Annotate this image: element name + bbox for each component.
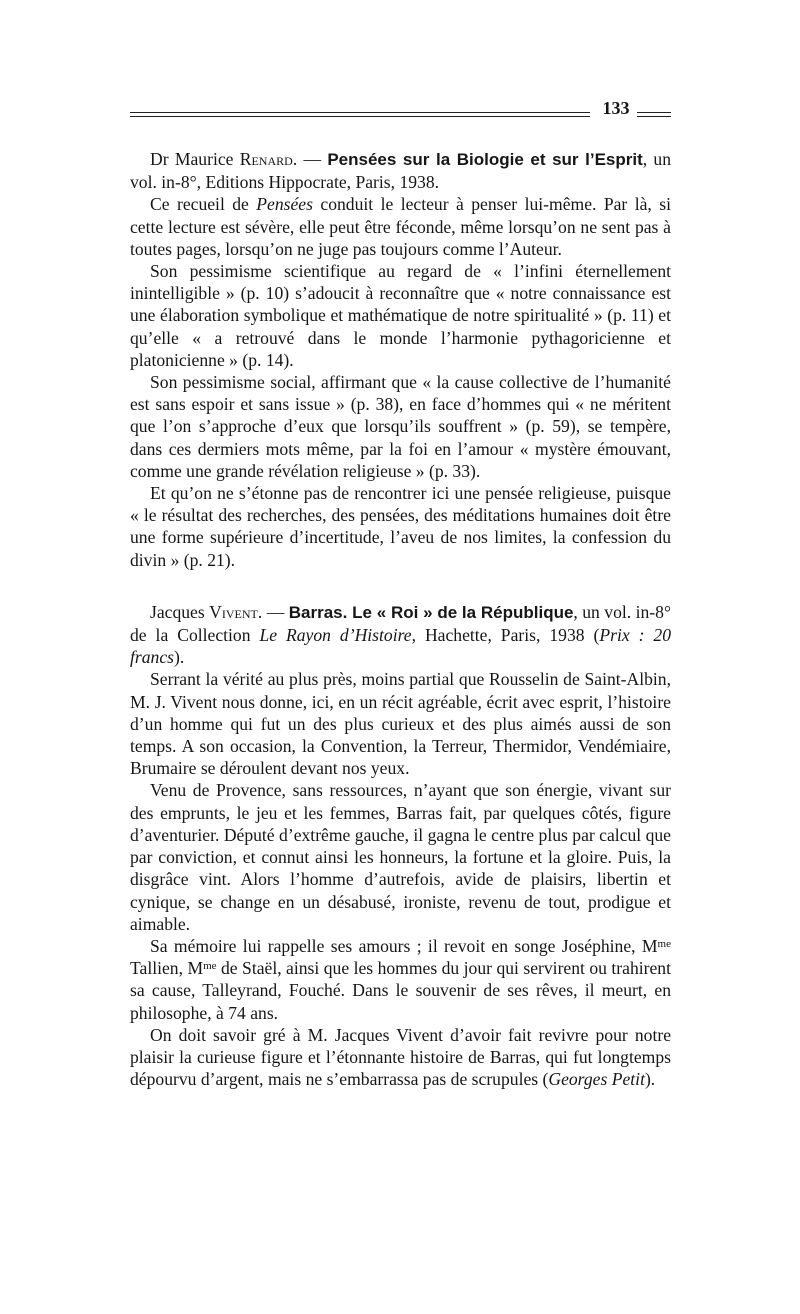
book-details: , un vol. in-8° de la Collection [130,601,671,646]
author-first-name: Jacques [150,601,205,622]
review-paragraph [130,935,671,1024]
header-rule-end [637,112,671,117]
paragraph-text: On doit savoir gré à M. Jacques Vivent d’avoir fait revivre pour notre plaisir la curieuse figure et l’étonnante histoire de Barras, qui fut longtemps dépourvu d’argent, mais ne s’embarrassa pas de scrupules ( [130,1024,671,1090]
book-price: Prix : 20 francs [130,625,672,668]
superscript: me [657,937,671,950]
header-rule [130,112,590,117]
review-vivent [130,601,671,1090]
page-number: 133 [602,98,630,118]
review-citation [130,601,671,669]
book-details: , Hachette, Paris, 1938 ( [411,625,600,646]
citation-dash: . — [257,601,285,622]
collection-name: Le Rayon d’Histoire [259,625,412,646]
review-paragraph: Son pessimisme social, affirmant que « la cause collective de l’humanité est sans espoir et sans issue » (p. 38), en face d’hommes qui « ne méritent que l’on s’approche d’eux que lorsqu’ils souffrent » (p. 59), se tempère, dans ces dermiers mots même, par la foi en l’amour « mystère émouvant, comme une grande révélation religieuse » (p. 33). [130,372,671,481]
author-first-name: Maurice [174,149,234,169]
page-body [130,148,671,1090]
review-paragraph: Venu de Provence, sans ressources, n’ayant que son énergie, vivant sur des emprunts, le jeu et les femmes, Barras fait, par quelques côtés, figure d’aventurier. Député d’extrême gauche, il gagna le centre plus par calcul que par conviction, et connut ainsi les honneurs, la fortune et la gloire. Puis, la disgrâce vint. Alors l’homme d’autrefois, avide de plaisirs, libertin et cynique, se change en un désabusé, ironiste, revenu de tout, prodigue et aimable. [130,780,671,934]
review-paragraph [130,193,671,260]
review-paragraph: Serrant la vérité au plus près, moins partial que Rousselin de Saint-Albin, M. J. Vivent nous donne, ici, en un récit agréable, écrit avec esprit, l’histoire d’un homme qui fut un des plus curieux et des plus aimés aussi de son temps. A son occasion, la Convention, la Terreur, Thermidor, Vendémiaire, Brumaire se déroulent devant nos yeux. [130,669,671,779]
citation-dash: . — [292,149,322,169]
author-prefix: Dr [150,149,169,169]
paragraph-text: Sa mémoire lui rappelle ses amours ; il revoit en songe Joséphine, M [150,935,658,956]
review-paragraph: Et qu’on ne s’étonne pas de rencontrer ici une pensée religieuse, puisque « le résultat des recherches, des pensées, des méditations humaines doit être une forme supérieure d’incertitude, l’aveu de nos limites, la confession du divin » (p. 21). [130,483,671,570]
paragraph-text: Ce recueil de [150,194,257,215]
italic-text: Pensées [256,194,313,215]
book-details: , un vol. in-8°, Editions Hippocrate, Paris, 1938. [130,149,672,193]
review-paragraph [130,1024,671,1091]
review-citation [130,148,671,193]
author-last-name: Renard [239,149,293,169]
paragraph-text: conduit le lecteur à penser lui-même. Par là, si cette lecture est sévère, elle peut être féconde, même lorsqu’on ne sent pas à toutes pages, lorsqu’on ne juge pas toujours comme l’Auteur. [130,194,671,259]
review-renard [130,148,671,571]
paragraph-text: ). [644,1069,656,1090]
paragraph-text: Tallien, M [130,958,204,979]
book-details: ). [173,647,185,668]
book-title: Barras. Le « Roi » de la République [288,602,574,622]
author-last-name: Vivent [209,601,258,622]
book-title: Pensées sur la Biologie et sur l’Esprit [327,150,643,169]
superscript: me [203,960,217,973]
review-paragraph: Son pessimisme scientifique au regard de « l’infini éternellement inintelligible » (p. 10) s’adoucit à reconnaître que « notre connaissance est une élaboration symbolique et mathématique de notre spiritualité » (p. 11) et qu’elle « a retrouvé dans le monde l’harmonie pythagoricienne et platonicienne » (p. 14). [130,261,671,370]
reviewer-signature: Georges Petit [548,1069,645,1090]
paragraph-text: de Staël, ainsi que les hommes du jour qui servirent ou trahirent sa cause, Talleyrand, Fouché. Dans le souvenir de ses rêves, il meurt, en philosophe, à 74 ans. [130,958,671,1023]
